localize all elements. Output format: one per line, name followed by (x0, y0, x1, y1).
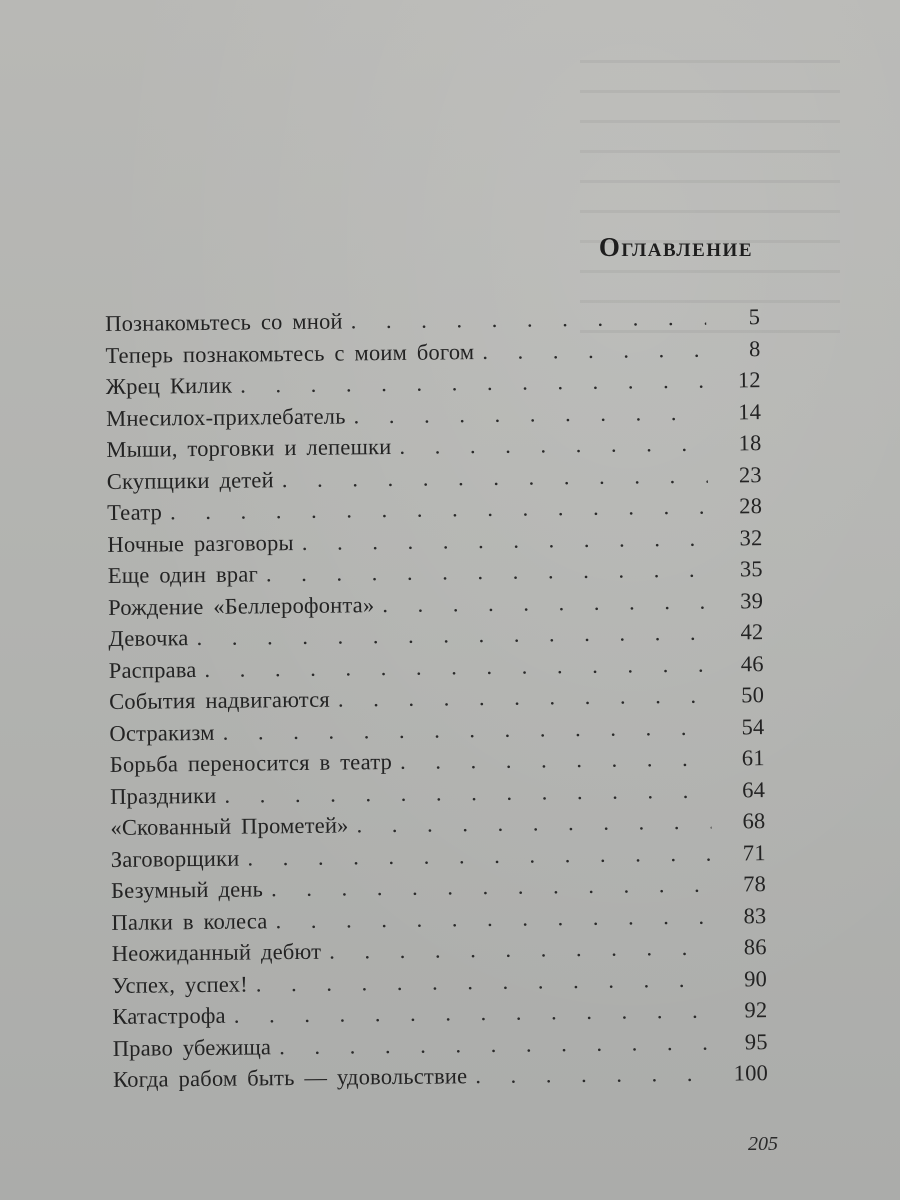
toc-entry-title: Рождение «Беллерофонта» (108, 591, 375, 620)
toc-entry-page: 86 (743, 934, 767, 960)
toc-entry-title: Борьба переносится в театр (109, 749, 393, 777)
toc-entry-title: Еще один враг (107, 561, 259, 588)
toc-entry-title: Праздники (109, 782, 217, 809)
toc-entry-title: Девочка (108, 625, 189, 651)
dot-leader (356, 806, 711, 841)
dot-leader (329, 932, 713, 968)
toc-entry-title: «Скованный Прометей» (110, 812, 349, 840)
dot-leader (302, 522, 709, 558)
toc-entry-page: 61 (741, 745, 765, 771)
toc-entry-title: Расправа (108, 656, 197, 683)
toc-entry-page: 100 (733, 1060, 769, 1086)
toc-entry-page: 39 (740, 587, 764, 613)
toc-entry-title: Ночные разговоры (107, 529, 294, 557)
toc-entry-title: Право убежища (112, 1033, 272, 1061)
dot-leader (240, 365, 707, 401)
toc-entry-title: Неожиданный дебют (111, 938, 322, 966)
toc-entry-page: 83 (743, 902, 767, 928)
toc-entry-title: События надвигаются (108, 686, 331, 714)
dot-leader (224, 774, 711, 811)
toc-entry-title: Палки в колеса (111, 907, 268, 935)
page-title: Оглавление (598, 232, 753, 262)
toc-entry-page: 54 (741, 713, 765, 739)
toc-entry-title: Когда рабом быть — удовольствие (112, 1063, 468, 1092)
dot-leader (271, 869, 712, 905)
toc-entry-title: Познакомьтесь со мной (105, 308, 343, 336)
toc-entry-page: 68 (742, 808, 766, 834)
toc-entry-page: 78 (743, 871, 767, 897)
dot-leader (475, 1058, 714, 1092)
table-of-contents (105, 301, 768, 1095)
toc-entry-title: Театр (107, 499, 163, 525)
dot-leader (351, 302, 707, 337)
dot-leader (382, 585, 709, 620)
dot-leader (400, 743, 711, 778)
toc-entry-page: 95 (744, 1028, 768, 1054)
toc-entry-page: 12 (737, 367, 761, 393)
toc-entry-page: 71 (742, 839, 766, 865)
toc-entry-title: Мнесилох-прихлебатель (106, 402, 346, 431)
toc-entry-title: Остракизм (109, 719, 215, 746)
toc-entry-title: Безумный день (110, 876, 264, 903)
page-number: 205 (748, 1133, 778, 1155)
dot-leader (247, 837, 712, 873)
toc-entry-page: 23 (738, 461, 762, 487)
toc-entry-page: 14 (738, 398, 762, 424)
toc-entry-title: Мыши, торговки и лепешки (106, 434, 392, 462)
dot-leader (399, 428, 707, 463)
toc-entry-page: 42 (740, 619, 764, 645)
dot-leader (338, 680, 711, 715)
toc-entry-page: 46 (740, 650, 764, 676)
toc-entry-title: Скупщики детей (106, 466, 274, 494)
toc-entry-page: 5 (748, 304, 761, 330)
dot-leader (266, 554, 709, 590)
toc-entry-title: Жрец Килик (105, 372, 233, 399)
dot-leader (282, 459, 708, 495)
toc-entry (113, 1057, 768, 1095)
toc-entry-title: Теперь познакомьтесь с моим богом (105, 338, 475, 368)
dot-leader (234, 995, 714, 1032)
toc-entry-page: 28 (739, 493, 763, 519)
dot-leader (204, 648, 710, 685)
show-through-text (580, 60, 840, 340)
dot-leader (222, 711, 710, 748)
toc-entry-title: Катастрофа (112, 1002, 226, 1029)
toc-entry-title: Заговорщики (110, 845, 240, 872)
toc-entry-title: Успех, успех! (111, 971, 248, 998)
toc-entry-page: 35 (739, 556, 763, 582)
dot-leader (275, 900, 712, 936)
toc-entry-page: 18 (738, 430, 762, 456)
dot-leader (353, 396, 707, 431)
toc-entry-page: 64 (742, 776, 766, 802)
dot-leader (279, 1026, 714, 1062)
dot-leader (256, 963, 714, 999)
toc-entry-page: 8 (748, 335, 761, 361)
toc-entry-page: 90 (744, 965, 768, 991)
toc-entry-page: 50 (741, 682, 765, 708)
toc-entry-page: 92 (744, 997, 768, 1023)
dot-leader (482, 333, 707, 367)
toc-entry-page: 32 (739, 524, 763, 550)
